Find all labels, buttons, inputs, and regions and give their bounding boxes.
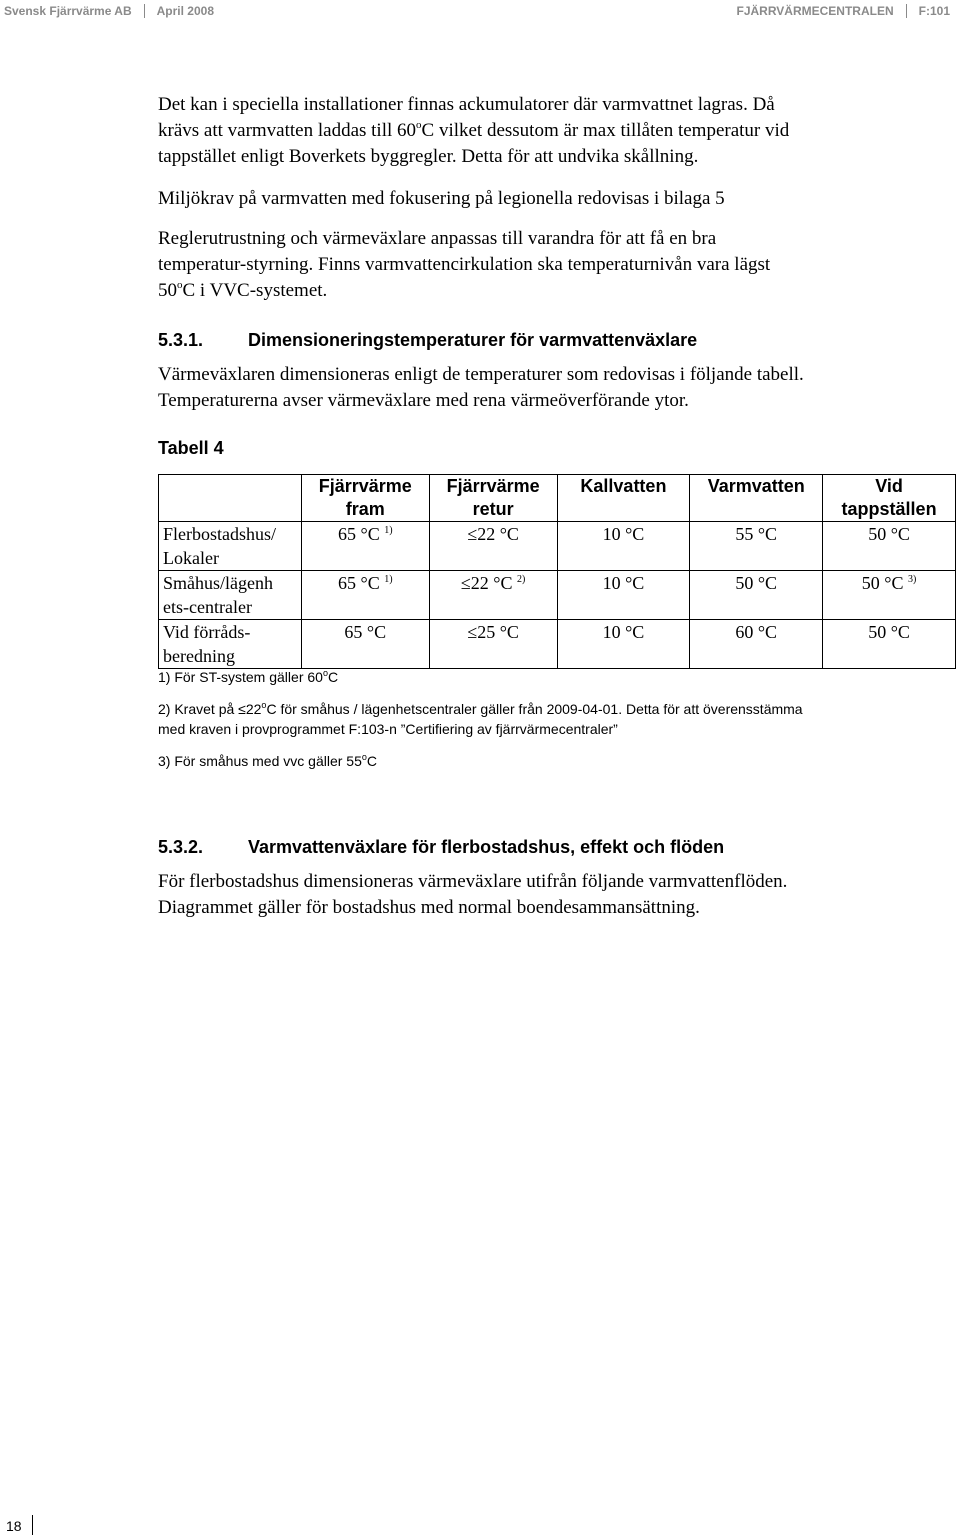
cell-tappstallen [823,620,956,669]
text-line: Värmeväxlaren dimensioneras enligt de temperaturer som redovisas i följande tabell. [158,364,804,385]
section-heading-531 [158,330,697,351]
cell-value: 50 °C [868,622,910,642]
section-number: 5.3.1. [158,330,204,350]
text-line: Det kan i speciella installationer finnas ackumulatorer där varmvattnet lagras. Då [158,94,775,115]
note-text: C [366,753,377,769]
header-right [737,4,950,18]
table-header-retur: Fjärrvärme retur [429,475,557,522]
cell-varmvatten: 55 °C [690,522,823,571]
note-text: 1) För ST-system gäller 60 [158,669,323,685]
note-text: 2) Kravet på ≤22 [158,701,262,717]
table-caption: Tabell 4 [158,438,224,458]
row-label: Vid förråds- beredning [159,620,302,669]
cell-retur [429,522,557,571]
cell-fram [301,522,429,571]
page-header [0,4,960,22]
header-left [4,4,214,18]
cell-varmvatten: 60 °C [690,620,823,669]
table-header-row [159,475,956,522]
cell-fram [301,620,429,669]
company-name: Svensk Fjärrvärme AB [4,4,132,18]
temperature-table [158,474,956,669]
cell-fram [301,571,429,620]
cell-value: ≤22 °C [467,524,519,544]
section-title: Dimensioneringstemperaturer för varmvattenväxlare [248,330,698,350]
cell-value: ≤25 °C [467,622,519,642]
table-header-varmvatten: Varmvatten [690,475,823,522]
table-header-kallvatten: Kallvatten [557,475,690,522]
cell-value: 50 °C [861,573,904,593]
note-text: C [327,669,339,685]
text-line: temperatur-styrning. Finns varmvattencirkulation ska temperaturnivån vara lägst [158,254,771,275]
note-line: med kraven i provprogrammet F:103-n ”Certifiering av fjärrvärmecentraler” [158,721,618,737]
note-text: C för småhus / lägenhetscentraler gäller från 2009-04-01. Detta för att överensstämma [266,701,803,717]
table-header-tappstallen: Vid tappställen [823,475,956,522]
header-divider [906,4,907,18]
cell-varmvatten: 50 °C [690,571,823,620]
paragraph-regulation [158,226,918,304]
table-row [159,571,956,620]
paragraph-accumulator [158,92,918,170]
paragraph-legionella: Miljökrav på varmvatten med fokusering på legionella redovisas i bilaga 5 [158,188,725,209]
cell-tappstallen [823,571,956,620]
table-row [159,620,956,669]
cell-retur [429,620,557,669]
document-id: F:101 [918,4,950,18]
text-line: För flerbostadshus dimensioneras värmeväxlare utifrån följande varmvattenflöden. [158,871,788,892]
degree-superscript: o [261,700,267,710]
degree-superscript: o [416,119,422,131]
footnote-2 [158,699,918,739]
degree-superscript: o [361,752,367,762]
table-row [159,522,956,571]
degree-superscript: o [322,668,328,678]
cell-value: ≤22 °C [460,573,513,593]
section-heading-532 [158,837,724,858]
cell-value: 50 °C [868,524,910,544]
text-line: Reglerutrustning och värmeväxlare anpassas till varandra för att få en bra [158,228,717,249]
footnote-ref: 3) [908,574,917,585]
paragraph-dimensioning [158,362,918,414]
cell-retur [429,571,557,620]
cell-value: 65 °C [338,524,380,544]
table-header-fram: Fjärrvärme fram [301,475,429,522]
cell-tappstallen [823,522,956,571]
text-line [158,278,918,304]
text-fragment: C i VVC-systemet. [182,280,328,301]
note-line [158,699,918,719]
header-date: April 2008 [156,4,214,18]
text-fragment: C vilket dessutom är max tillåten temperatur vid [421,120,790,141]
cell-kallvatten: 10 °C [557,620,690,669]
page-footer [0,1515,100,1537]
section-number: 5.3.2. [158,837,204,857]
row-label: Flerbostadshus/ Lokaler [159,522,302,571]
footnote-ref: 1) [384,574,393,585]
note-text: 3) För småhus med vvc gäller 55 [158,753,362,769]
row-label: Småhus/lägenh ets-centraler [159,571,302,620]
text-line: Temperaturerna avser värmeväxlare med rena värmeöverförande ytor. [158,390,689,411]
degree-superscript: o [177,279,183,291]
footnote-3 [158,751,918,771]
footnote-ref: 2) [517,574,526,585]
header-divider [144,4,145,18]
cell-value: 65 °C [338,573,380,593]
text-line: Diagrammet gäller för bostadshus med normal boendesammansättning. [158,897,700,918]
footer-divider [32,1515,33,1535]
text-fragment: 50 [158,280,177,301]
text-line [158,118,918,144]
cell-kallvatten: 10 °C [557,571,690,620]
cell-kallvatten: 10 °C [557,522,690,571]
page-number: 18 [6,1518,22,1534]
paragraph-flows [158,869,918,921]
text-fragment: krävs att varmvatten laddas till 60 [158,120,417,141]
footnote-1 [158,667,918,687]
document-title: FJÄRRVÄRMECENTRALEN [736,4,894,18]
table-header-empty [159,475,302,522]
cell-value: 65 °C [344,622,387,642]
section-title: Varmvattenväxlare för flerbostadshus, effekt och flöden [248,837,725,857]
footnote-ref: 1) [384,525,393,536]
text-line: tappstället enligt Boverkets byggregler. Detta för att undvika skållning. [158,146,699,167]
